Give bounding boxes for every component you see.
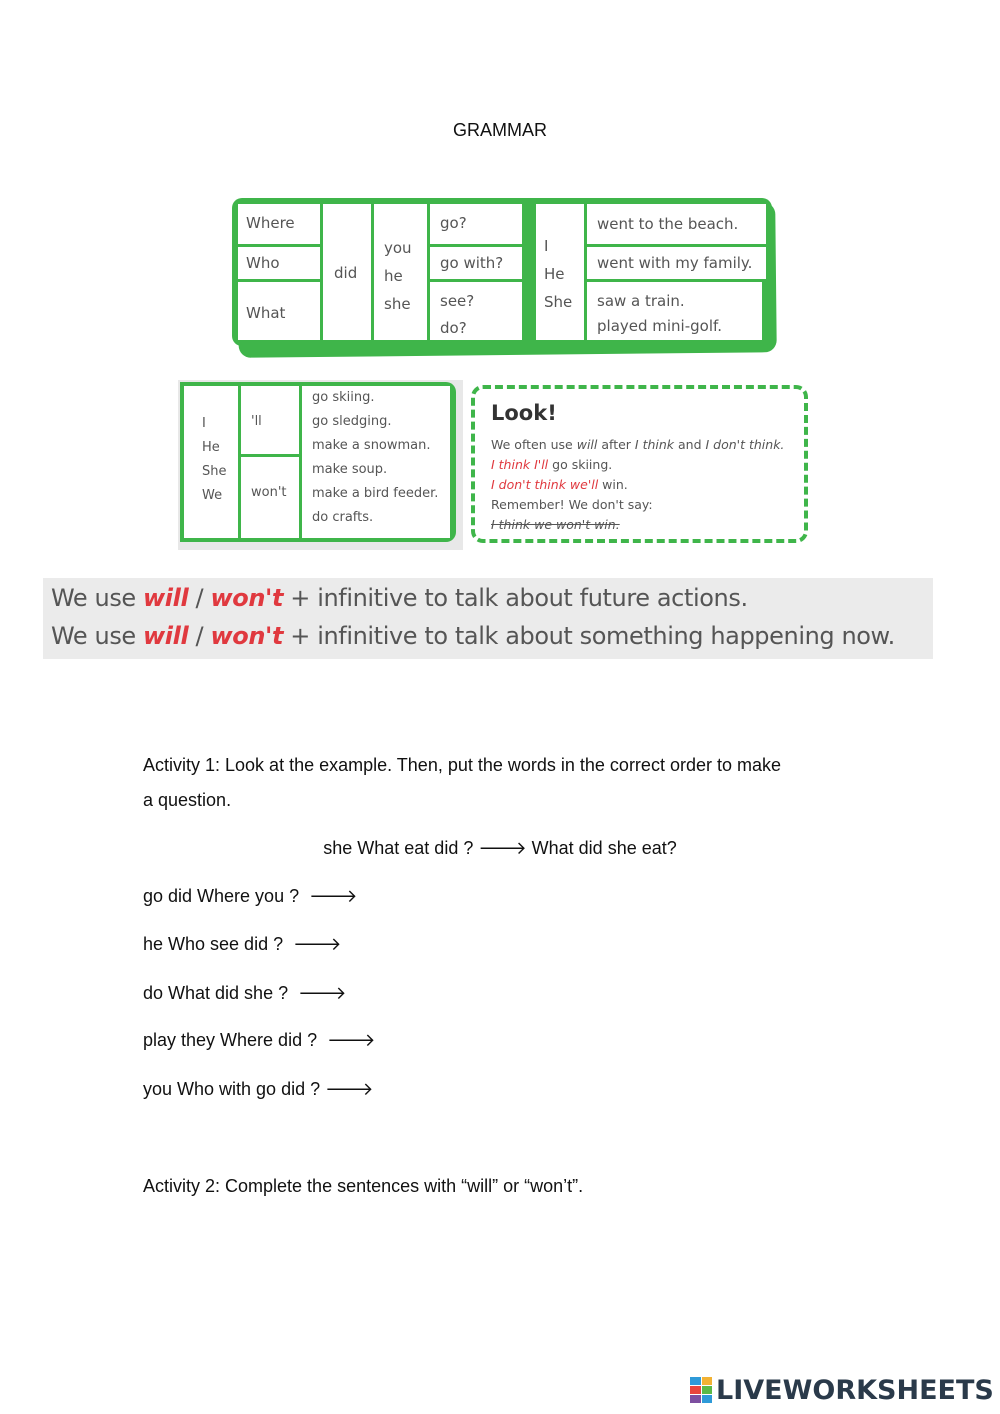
qword-who: Who (238, 247, 320, 279)
verb-go: go? (430, 204, 522, 244)
activity1-item-3: do What did she ? 🡒 (143, 983, 347, 1004)
grammar-table-future (180, 382, 456, 542)
look-box (471, 385, 808, 543)
look-title: Look! (491, 401, 557, 425)
look-line-2: I think I'll go skiing. (491, 457, 613, 472)
rule-line-1: We use will / won't + infinitive to talk about future actions. (51, 584, 748, 612)
verb-see-do: see? do? (430, 282, 522, 340)
verb-go-with: go with? (430, 247, 522, 279)
activity1-instruction-line1: Activity 1: Look at the example. Then, put the words in the correct order to make (143, 755, 781, 775)
arrow-right-icon: 🡒 (309, 886, 358, 907)
answer-train-golf: saw a train. played mini-golf. (587, 282, 762, 340)
activity1-item-4: play they Where did ? 🡒 (143, 1030, 376, 1051)
logo-text: LIVEWORKSHEETS (716, 1374, 994, 1406)
qword-what: What (238, 282, 320, 340)
activity1-example: she What eat did ? 🡒 What did she eat? (323, 838, 677, 859)
wont-cell: won't (241, 457, 299, 538)
activity1-item-5: you Who with go did ? 🡒 (143, 1079, 374, 1100)
aux-did: did (323, 204, 371, 340)
future-actions-column: go skiing. go sledging. make a snowman. make soup. make a bird feeder. do crafts. (302, 386, 450, 538)
activity1-item-1: go did Where you ? 🡒 (143, 886, 358, 907)
look-line-5: I think we won't win. (491, 517, 620, 532)
activity2-instruction: Activity 2: Complete the sentences with “will” or “won’t”. (143, 1176, 584, 1196)
liveworksheets-logo-icon (690, 1377, 712, 1403)
activity1-item-2: he Who see did ? 🡒 (143, 934, 342, 955)
rule-line-2: We use will / won't + infinitive to talk about something happening now. (51, 622, 895, 650)
look-line-1: We often use will after I think and I don't think. (491, 437, 785, 452)
arrow-right-icon: 🡒 (298, 983, 347, 1004)
arrow-right-icon: 🡒 (325, 1079, 374, 1100)
liveworksheets-logo (690, 1372, 994, 1408)
answer-family: went with my family. (587, 247, 766, 279)
activity1-instruction-line2: a question. (143, 790, 232, 810)
answer-beach: went to the beach. (587, 204, 766, 244)
arrow-right-icon: 🡒 (478, 838, 527, 859)
rule-banner (43, 578, 933, 659)
arrow-right-icon: 🡒 (327, 1030, 376, 1051)
future-subject-column: I He She We (184, 386, 238, 538)
will-cell: 'll (241, 386, 299, 454)
grammar-table-past (232, 198, 772, 346)
look-line-4: Remember! We don't say: (491, 497, 653, 512)
look-line-3: I don't think we'll win. (491, 477, 628, 492)
pronoun-column: you he she (374, 204, 427, 340)
arrow-right-icon: 🡒 (293, 934, 342, 955)
subject-column: I He She (536, 204, 584, 340)
page-title: GRAMMAR (453, 120, 547, 140)
qword-where: Where (238, 204, 320, 244)
